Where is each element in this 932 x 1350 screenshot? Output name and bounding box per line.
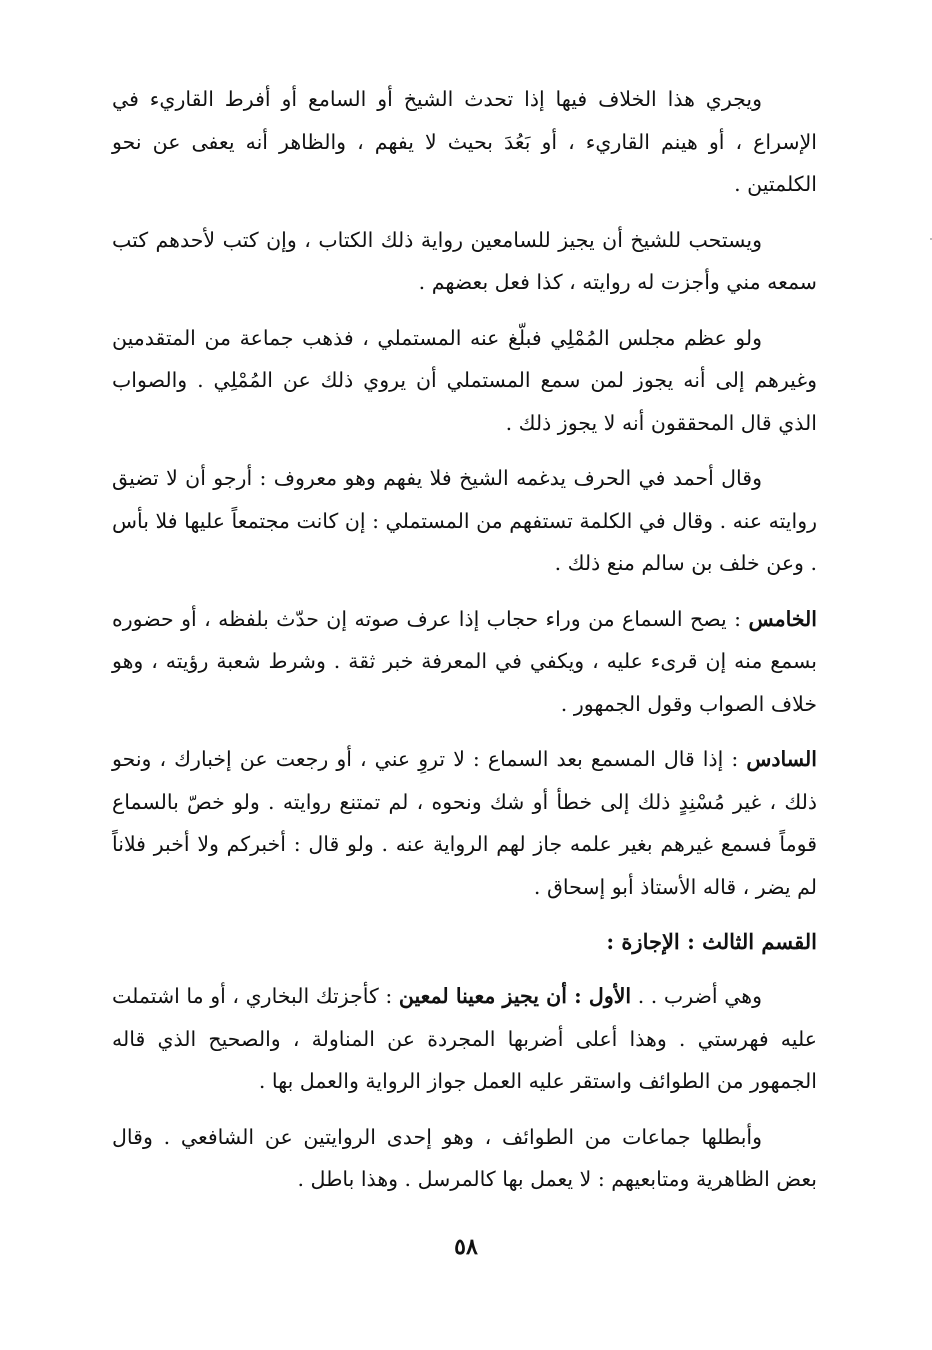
paragraph-8-text: وأبطلها جماعات من الطوائف ، وهو إحدى الروايتين عن الشافعي . وقال بعض الظاهرية ومتابعيهم : لا يعمل بها كالمرسل . وهذا باطل . [112, 1124, 817, 1191]
paragraph-2-text: ويستحب للشيخ أن يجيز للسامعين رواية ذلك الكتاب ، وإن كتب لأحدهم كتب سمعه مني وأجزت له روايته ، كذا فعل بعضهم . [112, 227, 817, 294]
paragraph-3-text: ولو عظم مجلس المُمْلِي فبلّغ عنه المستملي ، فذهب جماعة من المتقدمين وغيرهم إلى أنه يجوز لمن سمع المستملي أن يروي ذلك عن المُمْلِي . والصواب الذي قال المحققون أنه لا يجوز ذلك . [112, 325, 817, 435]
page-body [112, 78, 817, 1214]
paragraph-3 [112, 317, 817, 445]
paragraph-1 [112, 78, 817, 206]
paragraph-7-text: : كأجزتك البخاري ، أو ما اشتملت عليه فهرستي . وهذا أعلى أضربها المجردة عن المناولة ، والصحيح الذي قاله الجمهور من الطوائف واستقر عليه العمل جواز الرواية والعمل بها . [112, 984, 817, 1093]
section-heading: القسم الثالث : الإجازة : [606, 929, 817, 954]
paragraph-6-text: : إذا قال المسمع بعد السماع : لا تروِ عني ، أو رجعت عن إخبارك ، ونحو ذلك ، غير مُسْنِدٍ ذلك إلى خطأ أو شك ونحوه ، لم تمتنع روايته . ولو خصّ بالسماع قوماً فسمع غيرهم بغير علمه جاز لهم الرواية عنه . ولو قال : أخبركم ولا أخبر فلاناً لم يضر ، قاله الأستاذ أبو إسحاق . [112, 747, 817, 899]
paragraph-2 [112, 219, 817, 304]
paragraph-7-bold: الأول : أن يجيز معينا لمعين [398, 984, 632, 1008]
paragraph-7-pre: وهي أضرب . . [631, 984, 763, 1008]
paragraph-6-lead: السادس [746, 747, 817, 771]
paragraph-4 [112, 457, 817, 585]
paragraph-1-text: ويجري هذا الخلاف فيها إذا تحدث الشيخ أو السامع أو أفرط القاريء في الإسراع ، أو هينم القاريء ، أو بَعُدَ بحيث لا يفهم ، والظاهر أنه يعفى عن نحو الكلمتين . [112, 87, 817, 196]
paragraph-8 [112, 1116, 817, 1201]
paragraph-5-text: : يصح السماع من وراء حجاب إذا عرف صوته إن حدّث بلفظه ، أو حضوره بسمع منه إن قرىء عليه ، ويكفي في المعرفة خبر ثقة . وشرط شعبة رؤيته ، وهو خلاف الصواب وقول الجمهور . [112, 606, 817, 716]
paragraph-5-lead: الخامس [748, 606, 817, 631]
paragraph-5 [112, 598, 817, 726]
paragraph-4-text: وقال أحمد في الحرف يدغمه الشيخ فلا يفهم وهو معروف : أرجو أن لا تضيق روايته عنه . وقال في الكلمة تستفهم من المستملي : إن كانت مجتمعاً عليها فلا بأس . وعن خلف بن سالم منع ذلك . [112, 466, 817, 575]
paragraph-6 [112, 738, 817, 908]
page-number: ٥٨ [454, 1234, 478, 1260]
paragraph-7 [112, 975, 817, 1103]
